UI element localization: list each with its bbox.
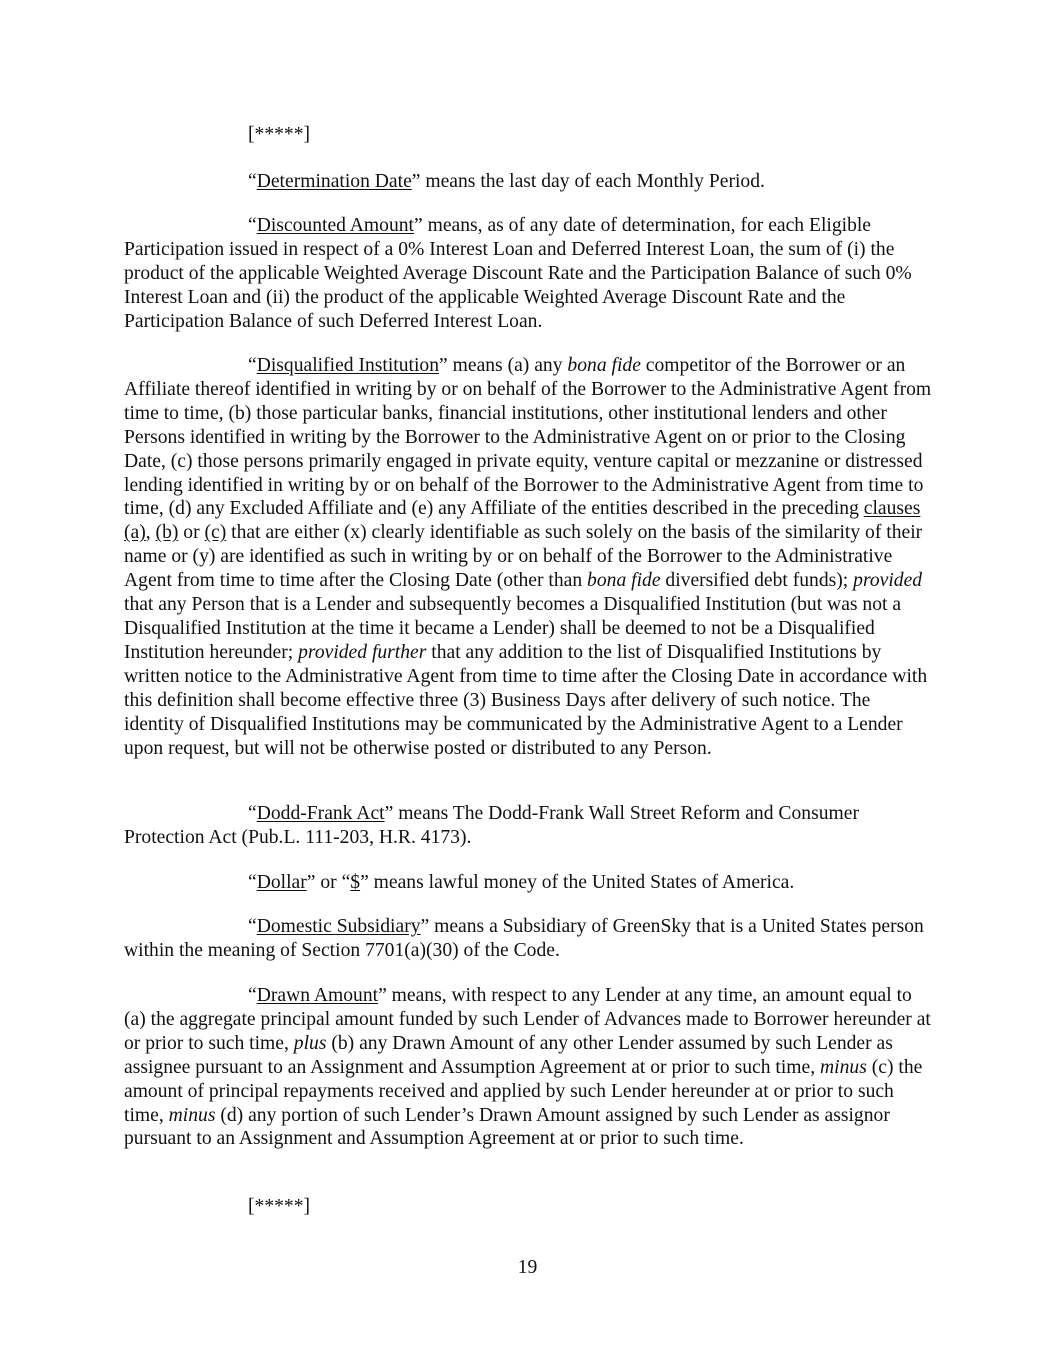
definition-text: diversified debt funds);	[660, 570, 854, 592]
italic-text: provided further	[298, 641, 427, 663]
definition-discounted-amount: “Discounted Amount” means, as of any date of determination, for each Eligible Participation issued in respect of a 0% Interest Loan and Deferred Interest Loan, the sum of (i) the product of the applicable Weighted Average Discount Rate and the Participation Balance of such 0% Interest Loan and (ii) the product of the applicable Weighted Average Discount Rate and the Participation Balance of such Deferred Interest Loan.	[124, 215, 912, 332]
defined-term: Domestic Subsidiary	[256, 916, 421, 937]
definition-text: ” means, with respect to any Lender at any time, an amount equal to (a) the aggregate principal amount funded by such Lender of Advances made to Borrower hereunder at or prior to such time,	[124, 985, 931, 1054]
definition-text: ” means the last day of each Monthly Period.	[411, 171, 765, 192]
definition-drawn-amount: “Drawn Amount” means, with respect to any Lender at any time, an amount equal to (a) the aggregate principal amount funded by such Lender of Advances made to Borrower hereunder at or prior to such time, plus (b) any Drawn Amount of any other Lender assumed by such Lender as assignee pursuant to an Assignment and Assumption Agreement at or prior to such time, minus (c) the amount of principal repayments received and applied by such Lender hereunder at or prior to such time, minus (d) any portion of such Lender’s Drawn Amount assigned by such Lender as assignor pursuant to an Assignment and Assumption Agreement at or prior to such time.	[124, 985, 931, 1150]
definition-text: ” means The Dodd-Frank Wall Street Reform and Consumer Protection Act (Pub.L. 111-203, H.R. 4173).	[124, 803, 859, 848]
omission-marker-bottom: [*****]	[248, 1196, 311, 1217]
definition-text: that are either (x) clearly identifiable as such solely on the basis of the similarity of their name or (y) are identified as such in writing by or on behalf of the Borrower to the Administrative Agent from time to time after the Closing Date (other than	[124, 522, 923, 592]
clause-reference: (b)	[155, 522, 179, 544]
definition-determination-date: “Determination Date” means the last day of each Monthly Period.	[248, 171, 765, 192]
defined-term: Discounted Amount	[256, 215, 414, 236]
definition-text: ,	[145, 522, 156, 544]
definition-text: ” means a Subsidiary of GreenSky that is a United States person within the meaning of Section 7701(a)(30) of the Code.	[124, 916, 924, 961]
definition-text: ” means (a) any	[439, 355, 568, 376]
defined-term: Drawn Amount	[256, 985, 379, 1006]
italic-text: bona fide	[567, 355, 641, 376]
definition-domestic-subsidiary: “Domestic Subsidiary” means a Subsidiary of GreenSky that is a United States person within the meaning of Section 7701(a)(30) of the Code.	[124, 916, 924, 961]
definition-disqualified-institution: “Disqualified Institution” means (a) any bona fide competitor of the Borrower or an Affiliate thereof identified in writing by or on behalf of the Borrower to the Administrative Agent from time to time, (b) those particular banks, financial institutions, other institutional lenders and other Persons identified in writing by the Borrower to the Administrative Agent on or prior to the Closing Date, (c) those persons primarily engaged in private equity, venture capital or mezzanine or distressed lending identified in writing by or on behalf of the Borrower to the Administrative Agent from time to time, (d) any Excluded Affiliate and (e) any Affiliate of the entities described in the preceding clauses (a), (b) or (c) that are either (x) clearly identifiable as such solely on the basis of the similarity of their name or (y) are identified as such in writing by or on behalf of the Borrower to the Administrative Agent from time to time after the Closing Date (other than bona fide diversified debt funds); provided that any Person that is a Lender and subsequently becomes a Disqualified Institution (but was not a Disqualified Institution at the time it became a Lender) shall be deemed to not be a Disqualified Institution hereunder; provided further that any addition to the list of Disqualified Institutions by written notice to the Administrative Agent from time to time after the Closing Date in accordance with this definition shall become effective three (3) Business Days after delivery of such notice. The identity of Disqualified Institutions may be communicated by the Administrative Agent to a Lender upon request, but will not be otherwise posted or distributed to any Person.	[124, 355, 932, 759]
italic-text: minus	[168, 1104, 216, 1126]
definition-text: that any addition to the list of Disqualified Institutions by written notice to the Administrative Agent from time to time after the Closing Date in accordance with this definition shall become effective three (3) Business Days after delivery of such notice. The identity of Disqualified Institutions may be communicated by the Administrative Agent to a Lender upon request, but will not be otherwise posted or distributed to any Person.	[124, 641, 928, 759]
definition-text: competitor of the Borrower or an Affiliate thereof identified in writing by or on behalf of the Borrower to the Administrative Agent from time to time, (b) those particular banks, financial institutions, other institutional lenders and other Persons identified in writing by the Borrower to the Administrative Agent on or prior to the Closing Date, (c) those persons primarily engaged in private equity, venture capital or mezzanine or distressed lending identified in writing by or on behalf of the Borrower to the Administrative Agent from time to time, (d) any Excluded Affiliate and (e) any Affiliate of the entities described in the preceding	[124, 355, 932, 520]
defined-term-symbol: $	[350, 872, 361, 893]
italic-text: bona fide	[587, 570, 661, 592]
page-number: 19	[517, 1257, 538, 1278]
definition-text: ” means, as of any date of determination, for each Eligible Participation issued in respect of a 0% Interest Loan and Deferred Interest Loan, the sum of (i) the product of the applicable Weighted Average Discount Rate and the Participation Balance of such 0% Interest Loan and (ii) the product of the applicable Weighted Average Discount Rate and the Participation Balance of such Deferred Interest Loan.	[124, 215, 912, 332]
defined-term: Disqualified Institution	[256, 355, 440, 376]
definition-dodd-frank-act: “Dodd-Frank Act” means The Dodd-Frank Wall Street Reform and Consumer Protection Act (Pub.L. 111-203, H.R. 4173).	[124, 803, 859, 848]
definition-text: (c) the amount of principal repayments received and applied by such Lender hereunder at or prior to such time,	[124, 1056, 923, 1126]
definition-text: that any Person that is a Lender and subsequently becomes a Disqualified Institution (but was not a Disqualified Institution at the time it became a Lender) shall be deemed to not be a Disqualified Institution hereunder;	[124, 594, 902, 663]
defined-term: Determination Date	[256, 171, 412, 192]
clause-reference: (c)	[204, 522, 227, 544]
defined-term: Dollar	[256, 872, 307, 893]
definition-text: (d) any portion of such Lender’s Drawn Amount assigned by such Lender as assignor pursuant to an Assignment and Assumption Agreement at or prior to such time.	[124, 1104, 890, 1150]
definition-text: ” means lawful money of the United States of America.	[360, 872, 795, 893]
omission-marker-top: [*****]	[248, 124, 311, 145]
clause-reference: clauses (a)	[124, 498, 921, 544]
definition-text: or	[178, 522, 205, 544]
definition-text: (b) any Drawn Amount of any other Lender assumed by such Lender as assignee pursuant to an Assignment and Assumption Agreement at or prior to such time,	[124, 1032, 893, 1078]
definition-dollar: “Dollar” or “$” means lawful money of the United States of America.	[248, 872, 795, 893]
italic-text: provided	[853, 570, 923, 592]
italic-text: plus	[293, 1032, 327, 1054]
defined-term: Dodd-Frank Act	[256, 803, 385, 824]
italic-text: minus	[820, 1056, 867, 1078]
definition-text: ” or “	[306, 872, 351, 893]
